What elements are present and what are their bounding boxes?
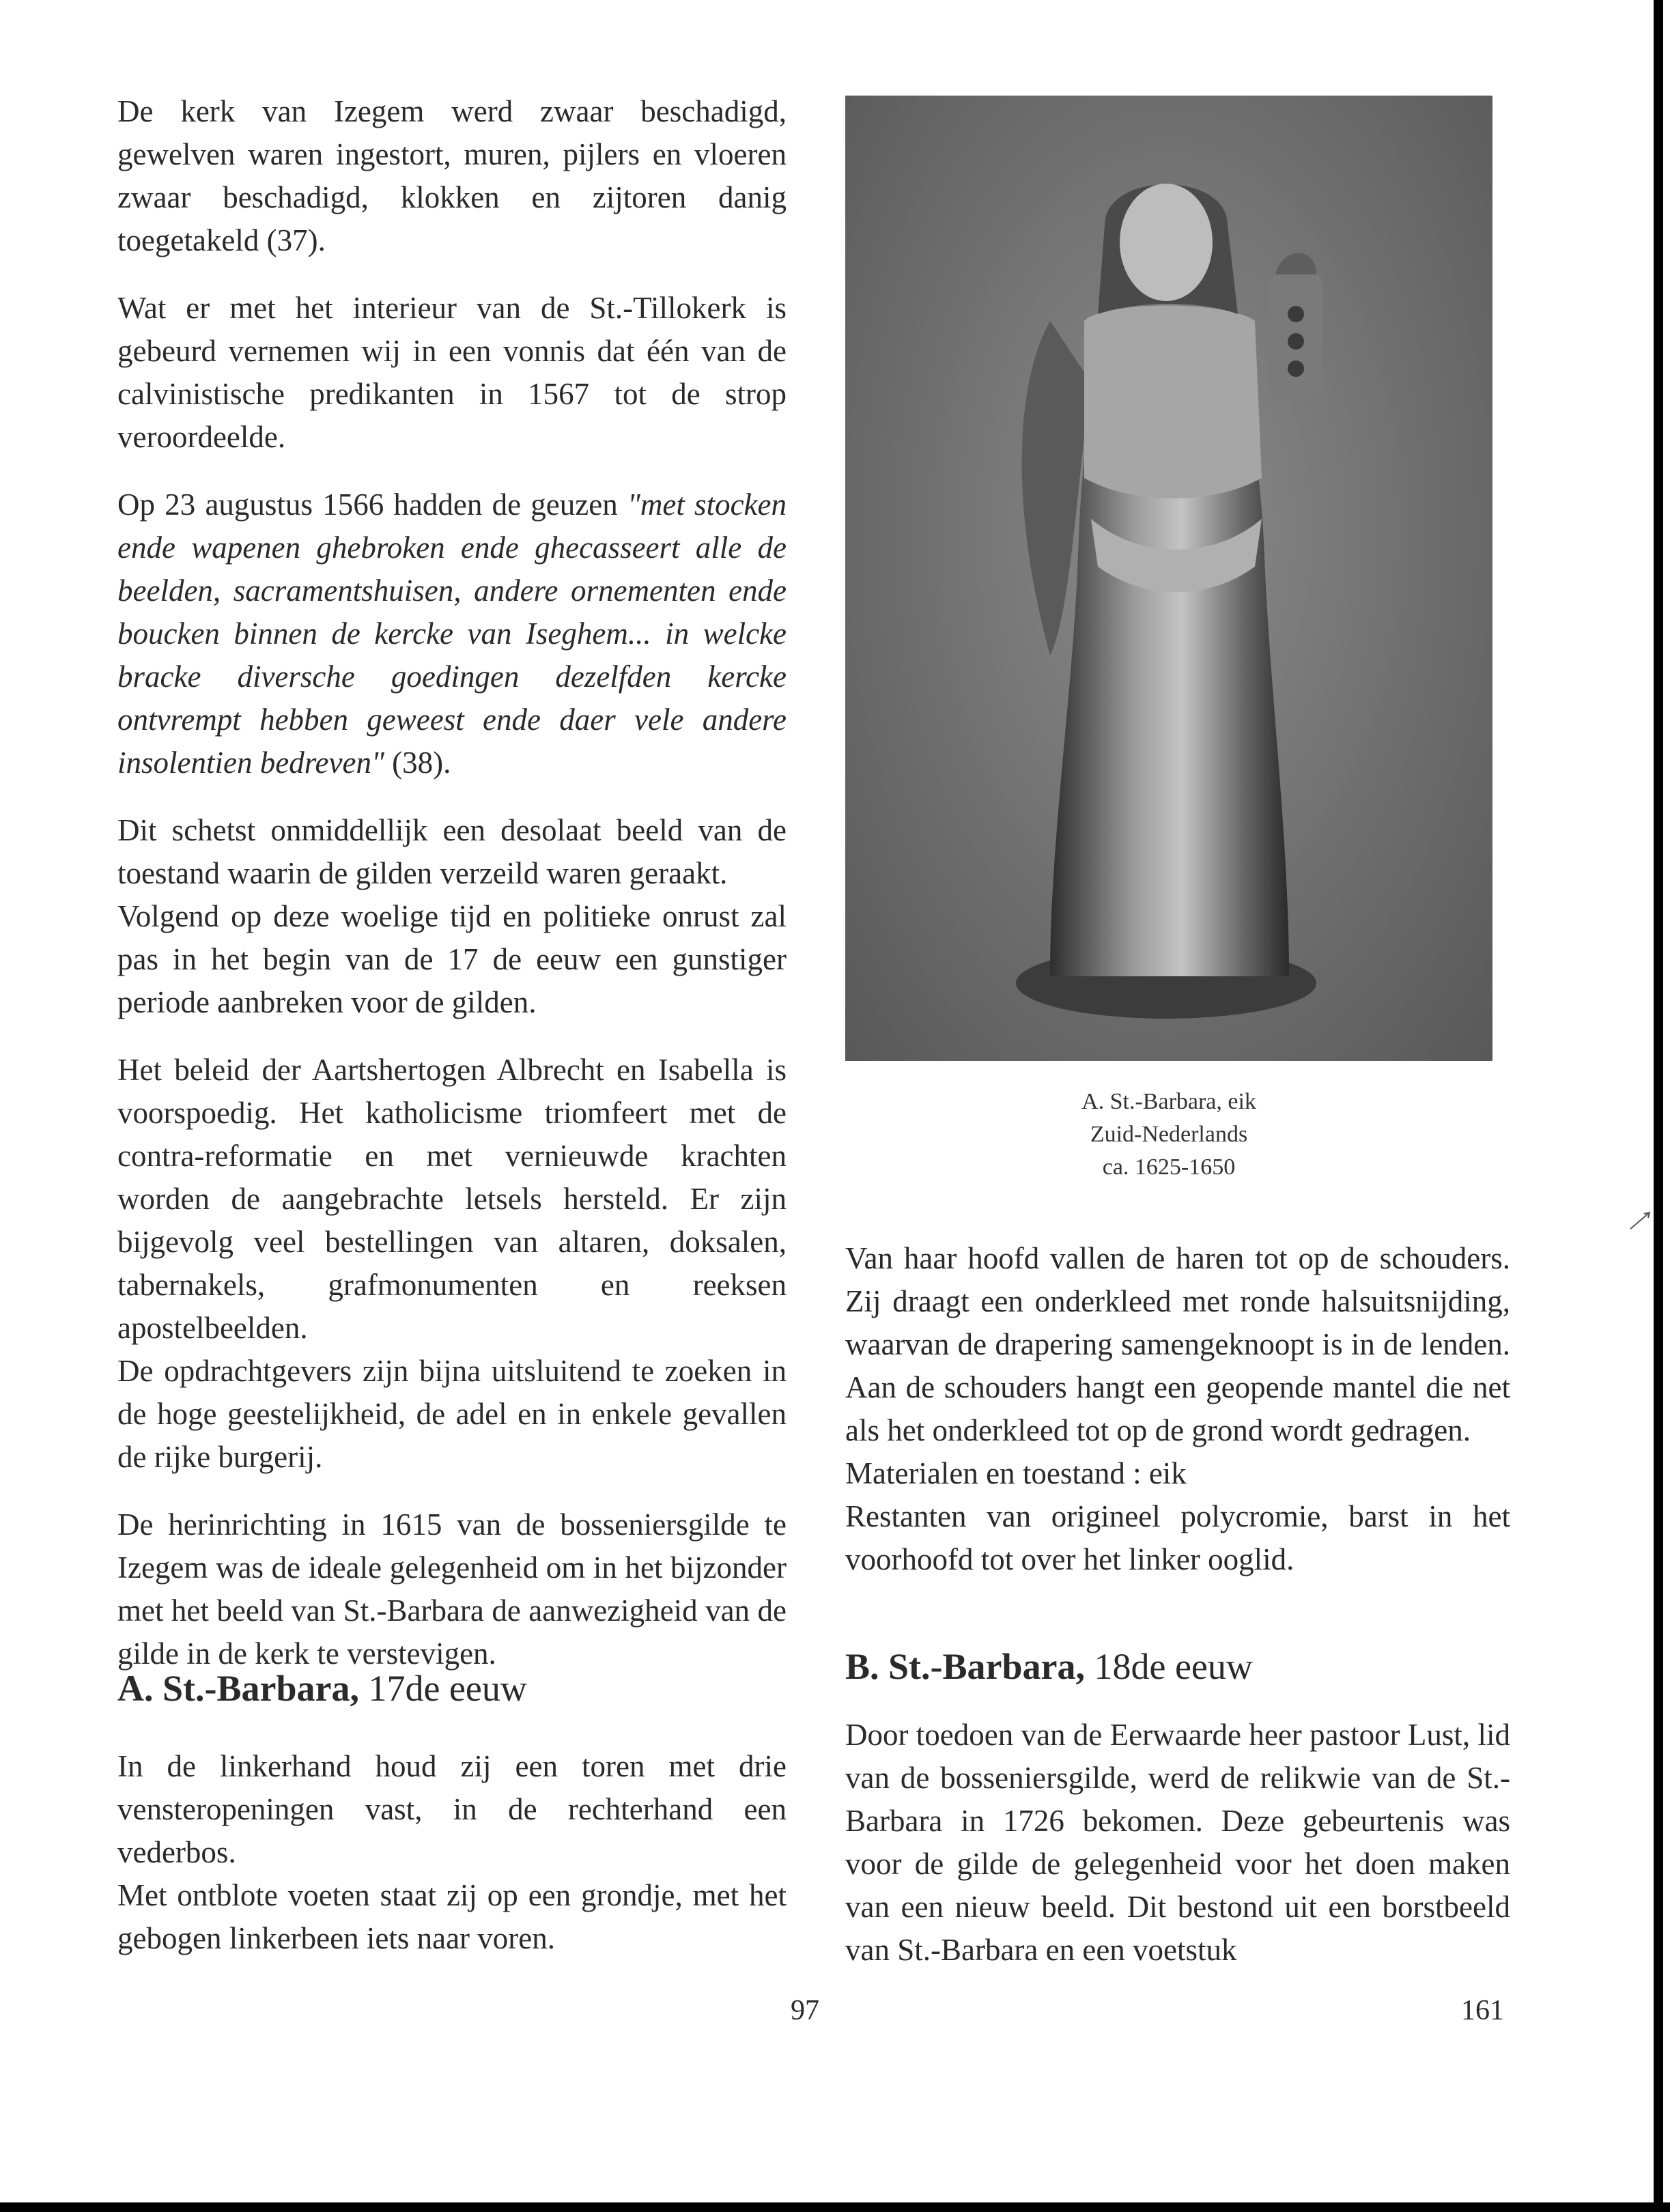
left-column [117, 90, 787, 1700]
historical-quote: "met stocken ende wapenen ghebroken ende ghecasseert alle de beelden, sacramentshuisen, andere ornementen ende boucken binnen de kercke van Iseghem... in welcke bracke diversche goedingen dezelfden kercke ontvrempt hebben geweest ende daer vele andere insolentien bedreven" [117, 487, 787, 780]
paragraph-polychromy: Restanten van origineel polycromie, barst in het voorhoofd tot over het linker ooglid. [845, 1499, 1510, 1576]
paragraph-church-damage: De kerk van Izegem werd zwaar beschadigd, gewelven waren ingestort, muren, pijlers en vloeren zwaar beschadigd, klokken en zijtoren danig toegetakeld (37). [117, 94, 787, 257]
page-number-left: 97 [791, 1995, 819, 2026]
page-edge-bottom-border [0, 2202, 1670, 2212]
paragraph-tower-and-feather: In de linkerhand houd zij een toren met drie vensteropeningen vast, in de rechterhand een vederbos. [117, 1749, 787, 1869]
section-b-label: B. St.-Barbara, [845, 1646, 1085, 1687]
paragraph-archdukes-policy: Het beleid der Aartshertogen Albrecht en Isabella is voorspoedig. Het katholicisme triomfeert met de contra-reformatie en met vernieuwde krachten worden de aangebrachte letsels hersteld. Er zijn bijgevolg veel bestellingen van altaren, doksalen, tabernakels, grafmonumenten en reeksen apostelbeelden. [117, 1053, 787, 1345]
section-b-heading [845, 1644, 1253, 1689]
paragraph-materials: Materialen en toestand : eik [845, 1456, 1187, 1490]
statue-torso [1084, 306, 1262, 499]
section-b-body [845, 1714, 1510, 1972]
paragraph-bare-feet: Met ontblote voeten staat zij op een grondje, met het gebogen linkerbeen iets naar voren. [117, 1878, 787, 1955]
paragraph-geuzen-quote [117, 483, 787, 784]
section-b-suffix: 18de eeuw [1085, 1646, 1253, 1687]
statue-tower-roof [1275, 253, 1316, 275]
paragraph-relic-and-new-statue: Door toedoen van de Eerwaarde heer pastoor Lust, lid van de bosseniersgilde, werd de relikwie van de St.-Barbara in 1726 bekomen. Deze gebeurtenis was voor de gilde de gelegenheid voor het doen maken van een nieuw beeld. Dit bestond uit een borstbeeld van St.-Barbara en een voetstuk [845, 1718, 1510, 1967]
section-a-body [117, 1745, 787, 1960]
paragraph-tillokerk-verdict: Wat er met het interieur van de St.-Tillokerk is gebeurd vernemen wij in een vonnis dat één van de calvinistische predikanten in 1567 tot de strop veroordeelde. [117, 291, 787, 454]
quote-reference: (38). [384, 746, 451, 780]
paragraph-17th-century: Volgend op deze woelige tijd en politieke onrust zal pas in het begin van de 17 de eeuw een gunstiger periode aanbreken voor de gilden. [117, 899, 787, 1019]
statue-illustration [845, 96, 1492, 1061]
paragraph-commissioners: De opdrachtgevers zijn bijna uitsluitend te zoeken in de hoge geestelijkheid, de adel en in enkele gevallen de rijke burgerij. [117, 1354, 787, 1474]
section-a-label: A. St.-Barbara, [117, 1668, 359, 1709]
photo-caption: A. St.-Barbara, eik Zuid-Nederlands ca. 1625-1650 [1081, 1089, 1256, 1180]
paragraph-guild-reorganisation: De herinrichting in 1615 van de bosseniersgilde te Izegem was de ideale gelegenheid om in het bijzonder met het beeld van St.-Barbara de aanwezigheid van de gilde in de kerk te verstevigen. [117, 1507, 787, 1671]
page-number-right: 161 [1461, 1995, 1504, 2026]
section-a-suffix: 17de eeuw [358, 1668, 527, 1709]
tower-window-1 [1288, 306, 1304, 322]
right-column [845, 1237, 1510, 1581]
margin-pen-mark [1629, 1208, 1652, 1232]
paragraph-desolate-image: Dit schetst onmiddellijk een desolaat beeld van de toestand waarin de gilden verzeild waren geraakt. [117, 813, 787, 890]
section-a-heading [117, 1666, 527, 1711]
st-barbara-statue-photo [845, 96, 1492, 1061]
quote-intro: Op 23 augustus 1566 hadden de geuzen [117, 487, 627, 522]
tower-window-3 [1288, 360, 1304, 377]
paragraph-hair-and-garments: Van haar hoofd vallen de haren tot op de schouders. Zij draagt een onderkleed met ronde halsuitsnijding, waarvan de drapering samengeknoopt is in de lenden. Aan de schouders hangt een geopende mantel die net als het onderkleed tot op de grond wordt gedragen. [845, 1241, 1510, 1447]
tower-window-2 [1288, 333, 1304, 350]
page-edge-right-border [1654, 0, 1663, 2212]
statue-head [1120, 184, 1213, 301]
